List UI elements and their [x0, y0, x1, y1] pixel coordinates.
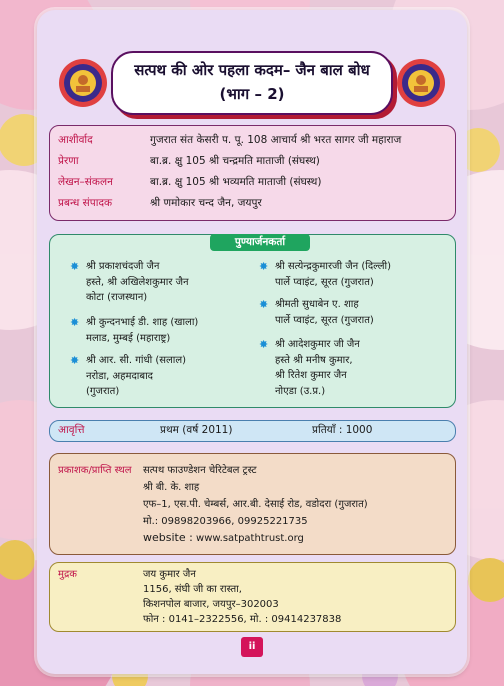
title-box [111, 51, 393, 115]
edition-box [49, 420, 456, 442]
sponsor-entry [259, 337, 360, 399]
sponsor-line: (गुजरात) [86, 386, 120, 397]
star-bullet-icon: ✸ [259, 298, 269, 311]
sponsors-heading: पुण्यार्जनकर्ता [210, 234, 310, 251]
credit-value: बा.ब्र. क्षु 105 श्री भव्यमति माताजी (संघस्थ) [150, 176, 322, 188]
printer-line: फोन : 0141–2322556, मो. : 09414237838 [143, 614, 342, 625]
star-bullet-icon: ✸ [259, 338, 269, 351]
sponsor-line: श्री प्रकाशचंदजी जैन [86, 261, 160, 272]
website-label: website : [143, 531, 193, 544]
sponsor-entry [70, 353, 187, 400]
star-bullet-icon: ✸ [70, 260, 80, 273]
credit-value: गुजरात संत केसरी प. पू. 108 आचार्य श्री भरत सागर जी महाराज [150, 134, 402, 146]
publisher-line: सत्पथ फाउण्डेशन चेरिटेबल ट्रस्ट [143, 465, 257, 476]
publisher-box [49, 453, 456, 555]
sponsor-line: श्री कुन्दनभाई डी. शाह (खाला) [86, 317, 199, 328]
credit-label: प्रेरणा [58, 155, 79, 167]
credit-label: प्रबन्ध संपादक [58, 197, 113, 209]
sponsor-line: पार्ले प्वाइंट, सूरत (गुजरात) [275, 314, 374, 326]
credit-value: बा.ब्र. क्षु 105 श्री चन्द्रमति माताजी (संघस्थ) [150, 155, 320, 167]
sponsor-line: श्री रितेश कुमार जैन [275, 370, 347, 381]
emblem-icon [58, 58, 108, 108]
sponsor-line: नोएडा (उ.प्र.) [275, 385, 326, 397]
sponsor-line: मलाड, मुम्बई (महाराष्ट्र) [86, 332, 171, 344]
sponsor-line: श्रीमती सुधाबेन ए. शाह [275, 299, 359, 310]
credit-label: लेखन–संकलन [58, 176, 113, 188]
printer-line: 1156, संघी जी का रास्ता, [143, 584, 242, 595]
sponsor-line: हस्ते, श्री अखिलेशकुमार जैन [86, 276, 189, 288]
website-link[interactable]: www.satpathtrust.org [196, 533, 304, 544]
printer-box [49, 562, 456, 632]
page-number: ii [241, 637, 263, 657]
sponsor-line: श्री सत्येन्द्रकुमारजी जैन (दिल्ली) [275, 261, 391, 272]
printer-label: मुद्रक [58, 569, 77, 580]
sponsor-line: श्री आदेशकुमार जी जैन [275, 339, 360, 350]
publisher-line: एफ–1, एस.पी. चेम्बर्स, आर.बी. देसाई रोड, वडोदरा (गुजरात) [143, 499, 368, 510]
sponsor-entry [70, 315, 199, 346]
sponsor-line: नरोडा, अहमदाबाद [86, 370, 153, 382]
emblem-icon [396, 58, 446, 108]
printer-line: किशनपोल बाजार, जयपुर–302003 [143, 599, 279, 610]
sponsor-line: पार्ले प्वाइंट, सूरत (गुजरात) [275, 276, 374, 288]
edition-value: प्रथम (वर्ष 2011) [160, 424, 233, 436]
book-part: (भाग – 2) [219, 85, 285, 103]
copies-count: प्रतियाँ : 1000 [312, 424, 373, 436]
sponsor-entry [259, 259, 391, 290]
credits-box [49, 125, 456, 221]
star-bullet-icon: ✸ [259, 260, 269, 273]
printer-line: जय कुमार जैन [143, 569, 196, 580]
sponsor-line: श्री आर. सी. गांधी (सलाल) [86, 355, 187, 366]
sponsor-line: हस्ते श्री मनीष कुमार, [275, 354, 353, 366]
publisher-label: प्रकाशक/प्राप्ति स्थल [58, 465, 132, 476]
sponsors-box [49, 234, 456, 408]
publisher-line: मो.: 09898203966, 09925221735 [143, 516, 308, 527]
sponsor-entry [259, 297, 374, 328]
credit-label: आशीर्वाद [58, 134, 93, 146]
edition-label: आवृत्ति [58, 424, 85, 436]
sponsor-line: कोटा (राजस्थान) [86, 292, 148, 303]
publisher-line: श्री बी. के. शाह [143, 482, 200, 493]
star-bullet-icon: ✸ [70, 354, 80, 367]
sponsor-entry [70, 259, 189, 306]
book-title: सत्पथ की ओर पहला कदम– जैन बाल बोध [134, 61, 370, 79]
star-bullet-icon: ✸ [70, 316, 80, 329]
website-line [143, 531, 304, 544]
credit-value: श्री णमोकार चन्द जैन, जयपुर [150, 197, 262, 209]
